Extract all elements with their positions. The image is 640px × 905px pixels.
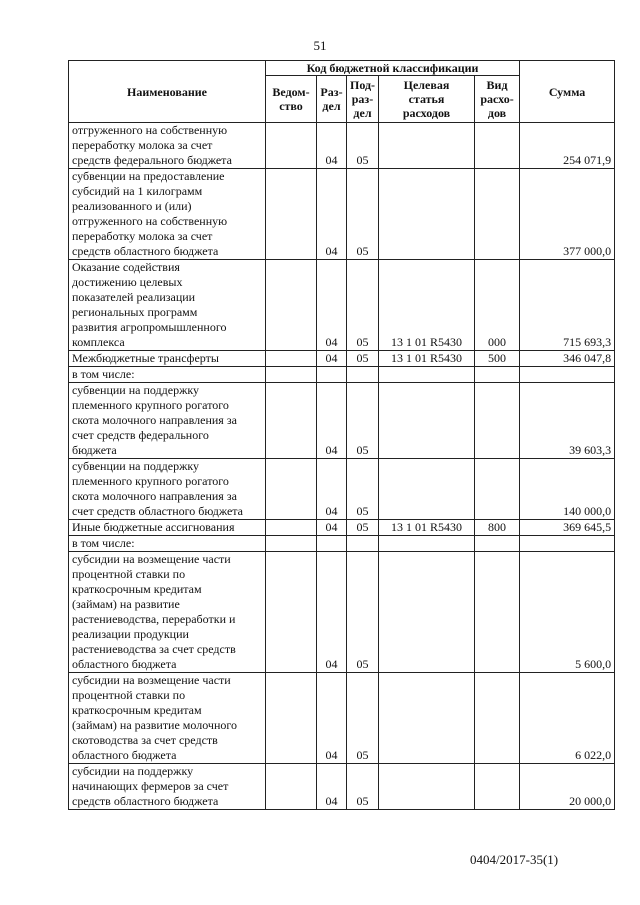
cell-vedomstvo	[266, 123, 317, 169]
cell-target	[379, 673, 475, 764]
cell-razdel: 04	[317, 552, 347, 673]
document-code: 0404/2017-35(1)	[470, 852, 559, 867]
cell-razdel: 04	[317, 383, 347, 459]
cell-name: в том числе:	[69, 536, 266, 552]
header-name: Наименование	[69, 61, 266, 123]
cell-podrazdel: 05	[347, 383, 379, 459]
header-target: Целевая статья расходов	[379, 76, 475, 123]
cell-vid: 500	[475, 351, 520, 367]
cell-vedomstvo	[266, 673, 317, 764]
cell-podrazdel: 05	[347, 520, 379, 536]
cell-target	[379, 123, 475, 169]
cell-target	[379, 764, 475, 810]
cell-name: отгруженного на собственную переработку молока за счет средств федерального бюджета	[69, 123, 266, 169]
cell-vid	[475, 383, 520, 459]
cell-name: субвенции на предоставление субсидий на 1 килограмм реализованного и (или) отгруженного на собственную переработку молока за счет средств областного бюджета	[69, 169, 266, 260]
table-row	[69, 552, 615, 673]
table-row	[69, 459, 615, 520]
cell-razdel: 04	[317, 169, 347, 260]
cell-razdel: 04	[317, 260, 347, 351]
cell-vid	[475, 673, 520, 764]
cell-razdel: 04	[317, 123, 347, 169]
cell-sum: 140 000,0	[520, 459, 615, 520]
cell-sum: 715 693,3	[520, 260, 615, 351]
cell-razdel	[317, 367, 347, 383]
header-vid: Вид расхо- дов	[475, 76, 520, 123]
cell-name: субвенции на поддержку племенного крупного рогатого скота молочного направления за счет средств областного бюджета	[69, 459, 266, 520]
cell-target: 13 1 01 R5430	[379, 520, 475, 536]
cell-vid	[475, 764, 520, 810]
cell-vid	[475, 552, 520, 673]
cell-sum: 346 047,8	[520, 351, 615, 367]
cell-name: Иные бюджетные ассигнования	[69, 520, 266, 536]
header-sum: Сумма	[520, 61, 615, 123]
table-row	[69, 536, 615, 552]
cell-vid	[475, 367, 520, 383]
cell-podrazdel: 05	[347, 351, 379, 367]
cell-sum: 39 603,3	[520, 383, 615, 459]
cell-sum: 20 000,0	[520, 764, 615, 810]
cell-vid	[475, 459, 520, 520]
table-row	[69, 123, 615, 169]
cell-sum: 369 645,5	[520, 520, 615, 536]
header-vedomstvo: Ведом- ство	[266, 76, 317, 123]
cell-podrazdel: 05	[347, 764, 379, 810]
table-row	[69, 520, 615, 536]
cell-razdel: 04	[317, 673, 347, 764]
table-row	[69, 764, 615, 810]
cell-vedomstvo	[266, 260, 317, 351]
cell-name: субвенции на поддержку племенного крупного рогатого скота молочного направления за счет средств федерального бюджета	[69, 383, 266, 459]
cell-sum: 254 071,9	[520, 123, 615, 169]
header-code-group: Код бюджетной классификации	[266, 61, 520, 76]
cell-name: Межбюджетные трансферты	[69, 351, 266, 367]
cell-podrazdel: 05	[347, 123, 379, 169]
cell-target: 13 1 01 R5430	[379, 260, 475, 351]
cell-razdel: 04	[317, 351, 347, 367]
cell-sum	[520, 536, 615, 552]
cell-target	[379, 552, 475, 673]
cell-vedomstvo	[266, 536, 317, 552]
cell-razdel: 04	[317, 764, 347, 810]
cell-podrazdel	[347, 536, 379, 552]
cell-podrazdel: 05	[347, 459, 379, 520]
cell-podrazdel: 05	[347, 552, 379, 673]
cell-target	[379, 383, 475, 459]
cell-vid	[475, 123, 520, 169]
cell-target: 13 1 01 R5430	[379, 351, 475, 367]
cell-vedomstvo	[266, 367, 317, 383]
cell-vid	[475, 536, 520, 552]
header-razdel: Раз- дел	[317, 76, 347, 123]
cell-razdel	[317, 536, 347, 552]
cell-vedomstvo	[266, 764, 317, 810]
table-row	[69, 367, 615, 383]
cell-target	[379, 169, 475, 260]
cell-vid	[475, 169, 520, 260]
table-row	[69, 260, 615, 351]
page-number: 51	[313, 38, 327, 53]
cell-sum: 6 022,0	[520, 673, 615, 764]
cell-vedomstvo	[266, 520, 317, 536]
cell-podrazdel	[347, 367, 379, 383]
cell-podrazdel: 05	[347, 260, 379, 351]
cell-podrazdel: 05	[347, 169, 379, 260]
table-row	[69, 383, 615, 459]
table-row	[69, 169, 615, 260]
cell-vedomstvo	[266, 459, 317, 520]
cell-vedomstvo	[266, 169, 317, 260]
cell-name: субсидии на поддержку начинающих фермеров за счет средств областного бюджета	[69, 764, 266, 810]
cell-vedomstvo	[266, 552, 317, 673]
cell-target	[379, 536, 475, 552]
cell-name: субсидии на возмещение части процентной ставки по краткосрочным кредитам (займам) на развитие растениеводства, переработки и реализации продукции растениеводства за счет средств областного бюджета	[69, 552, 266, 673]
cell-razdel: 04	[317, 520, 347, 536]
cell-vedomstvo	[266, 351, 317, 367]
cell-podrazdel: 05	[347, 673, 379, 764]
table-row	[69, 351, 615, 367]
table-row	[69, 673, 615, 764]
cell-name: субсидии на возмещение части процентной ставки по краткосрочным кредитам (займам) на развитие молочного скотоводства за счет средств областного бюджета	[69, 673, 266, 764]
cell-vid: 800	[475, 520, 520, 536]
table-body	[69, 123, 615, 810]
cell-name: в том числе:	[69, 367, 266, 383]
cell-razdel: 04	[317, 459, 347, 520]
cell-name: Оказание содействия достижению целевых показателей реализации региональных программ развития агропромышленного комплекса	[69, 260, 266, 351]
cell-vedomstvo	[266, 383, 317, 459]
cell-target	[379, 459, 475, 520]
cell-sum: 5 600,0	[520, 552, 615, 673]
cell-vid: 000	[475, 260, 520, 351]
cell-sum	[520, 367, 615, 383]
cell-sum: 377 000,0	[520, 169, 615, 260]
budget-table	[68, 60, 615, 810]
cell-target	[379, 367, 475, 383]
header-podrazdel: Под- раз- дел	[347, 76, 379, 123]
